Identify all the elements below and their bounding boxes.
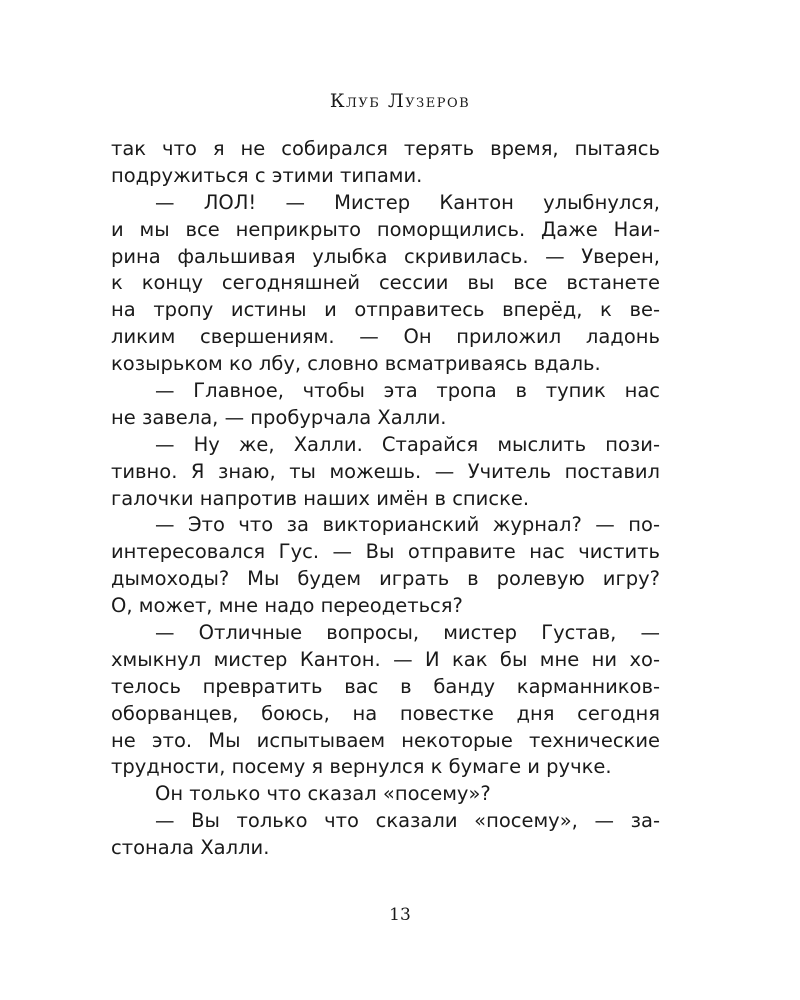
body-text (111, 136, 660, 862)
text-line: на тропу истины и отправитесь вперёд, к ве- (111, 298, 660, 322)
text-line: подружиться с этими типами. (111, 163, 423, 187)
text-line: хмыкнул мистер Кантон. — И как бы мне ни хо- (111, 647, 660, 671)
text-line: так что я не собирался терять время, пытаясь (111, 137, 660, 160)
text-line: не завела, — пробурчала Халли. (111, 405, 447, 429)
text-line: Он только что сказал «посему»? (155, 782, 491, 806)
text-line: дымоходы? Мы будем играть в ролевую игру? (111, 567, 660, 591)
text-line: телось превратить вас в банду карманников- (111, 674, 660, 698)
text-line: О, может, мне надо переодеться? (111, 594, 463, 618)
text-line: стонала Халли. (111, 836, 270, 860)
text-line: тивно. Я знаю, ты можешь. — Учитель поставил (111, 459, 660, 483)
text-line: — Отличные вопросы, мистер Густав, — (155, 621, 660, 645)
text-line: оборванцев, боюсь, на повестке дня сегодня (111, 701, 660, 725)
text-line: не это. Мы испытываем некоторые технические (111, 728, 660, 752)
text-line: козырьком ко лбу, словно всматриваясь вдаль. (111, 352, 601, 376)
text-line: — Главное, чтобы эта тропа в тупик нас (155, 379, 660, 403)
text-line: трудности, посему я вернулся к бумаге и ручке. (111, 755, 612, 779)
text-line: — Вы только что сказали «посему», — за- (155, 809, 660, 833)
text-line: интересовался Гус. — Вы отправите нас чистить (111, 540, 660, 564)
text-line: галочки напротив наших имён в списке. (111, 486, 530, 510)
text-line: — Ну же, Халли. Старайся мыслить пози- (155, 432, 660, 456)
running-title: Клуб Лузеров (329, 90, 471, 112)
page-number: 13 (389, 905, 411, 925)
text-line: рина фальшивая улыбка скривилась. — Уверен, (111, 244, 660, 268)
text-line: — ЛОЛ! — Мистер Кантон улыбнулся, (155, 190, 660, 214)
text-line: к концу сегодняшней сессии вы все встанете (111, 271, 660, 295)
text-line: ликим свершениям. — Он приложил ладонь (111, 325, 660, 349)
text-line: — Это что за викторианский журнал? — по- (155, 513, 660, 537)
text-line: и мы все неприкрыто поморщились. Даже Наи- (111, 217, 660, 241)
